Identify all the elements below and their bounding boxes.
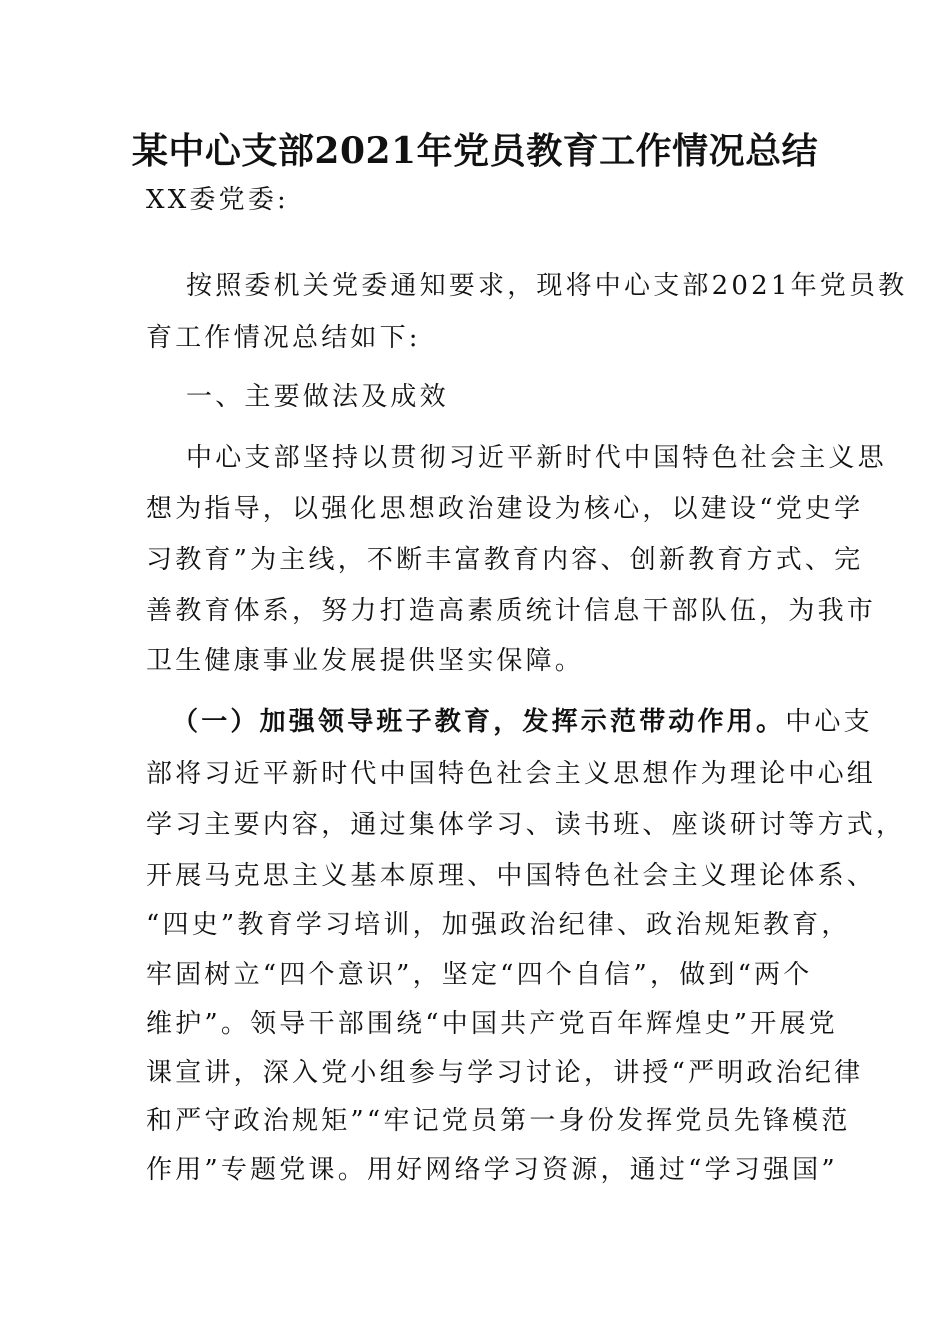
paragraph2-line-6: 维护”。领导干部围绕“中国共产党百年辉煌史”开展党	[146, 1009, 838, 1039]
paragraph1-line-3: 习教育”为主线，不断丰富教育内容、创新教育方式、完	[146, 545, 864, 575]
subsection-heading-continuation: 中心支	[785, 707, 873, 737]
paragraph2-line-9: 作用”专题党课。用好网络学习资源，通过“学习强国”	[146, 1155, 838, 1185]
paragraph2-line-4: “四史”教育学习培训，加强政治纪律、政治规矩教育，	[146, 910, 851, 940]
paragraph2-line-2: 学习主要内容，通过集体学习、读书班、座谈研讨等方式，	[146, 810, 906, 840]
paragraph1-line-2: 想为指导，以强化思想政治建设为核心，以建设“党史学	[146, 494, 864, 524]
intro-line-1: 按照委机关党委通知要求，现将中心支部2021年党员教	[186, 271, 908, 301]
paragraph2-line-1: 部将习近平新时代中国特色社会主义思想作为理论中心组	[146, 759, 877, 789]
section-heading: 一、主要做法及成效	[186, 382, 449, 412]
intro-line-2: 育工作情况总结如下:	[146, 323, 421, 353]
paragraph2-line-7: 课宣讲，深入党小组参与学习讨论，讲授“严明政治纪律	[146, 1058, 864, 1088]
subsection-line-1	[172, 705, 873, 739]
paragraph1-line-4: 善教育体系，努力打造高素质统计信息干部队伍，为我市	[146, 596, 877, 626]
salutation: XX委党委:	[146, 185, 289, 215]
document-title: 某中心支部2021年党员教育工作情况总结	[131, 130, 819, 172]
paragraph2-line-8: 和严守政治规矩”“牢记党员第一身份发挥党员先锋模范	[146, 1106, 851, 1136]
paragraph1-line-5: 卫生健康事业发展提供坚实保障。	[146, 646, 585, 676]
subsection-heading: （一）加强领导班子教育，发挥示范带动作用。	[172, 707, 786, 737]
paragraph2-line-5: 牢固树立“四个意识”，坚定“四个自信”，做到“两个	[146, 960, 813, 990]
paragraph1-line-1: 中心支部坚持以贯彻习近平新时代中国特色社会主义思	[186, 443, 887, 473]
paragraph2-line-3: 开展马克思主义基本原理、中国特色社会主义理论体系、	[146, 861, 877, 891]
